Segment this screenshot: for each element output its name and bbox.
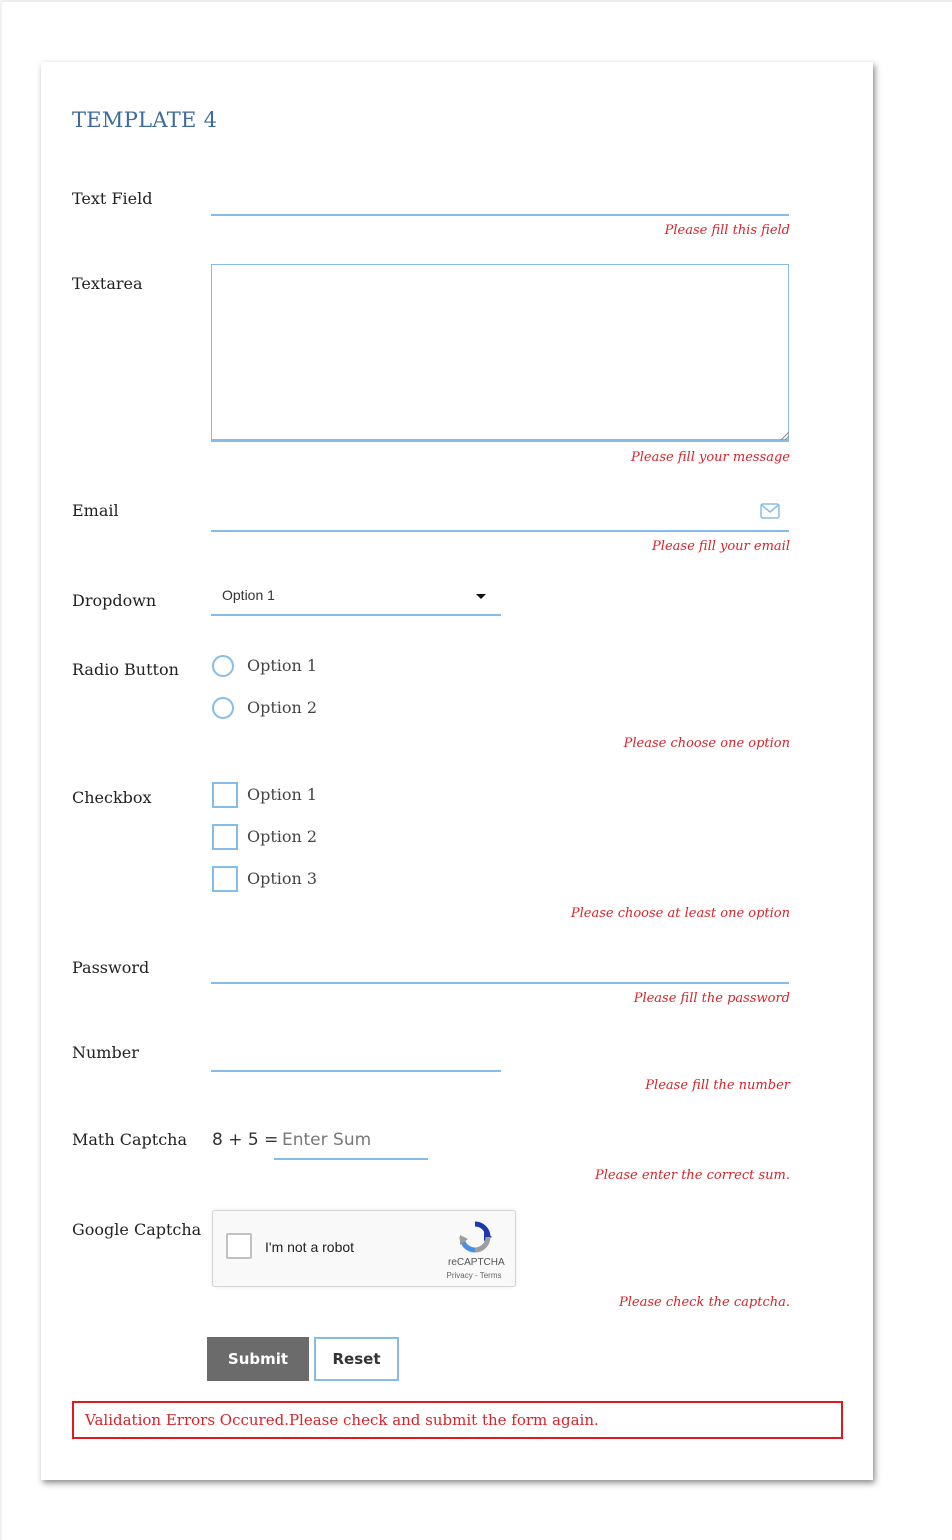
checkbox-option-2[interactable] (212, 824, 238, 850)
radio-error: Please choose one option (623, 736, 790, 751)
dropdown-label: Dropdown (72, 591, 157, 610)
checkbox-option-2-label[interactable]: Option 2 (247, 827, 318, 846)
text-field-label: Text Field (72, 189, 153, 208)
password-input[interactable] (211, 958, 789, 984)
math-captcha-label: Math Captcha (72, 1130, 187, 1149)
number-input[interactable] (211, 1046, 501, 1072)
textarea-error: Please fill your message (631, 450, 790, 465)
email-input[interactable] (211, 506, 789, 532)
math-captcha-expression: 8 + 5 = (212, 1130, 279, 1150)
checkbox-error: Please choose at least one option (570, 906, 790, 921)
recaptcha-privacy-terms[interactable]: Privacy - Terms (446, 1271, 502, 1280)
email-label: Email (72, 501, 119, 520)
form-title: TEMPLATE 4 (72, 108, 218, 132)
form-card (41, 62, 873, 1480)
number-label: Number (72, 1043, 139, 1062)
radio-option-2-label[interactable]: Option 2 (247, 698, 318, 717)
number-error: Please fill the number (645, 1078, 790, 1093)
password-error: Please fill the password (633, 991, 790, 1006)
radio-option-2[interactable] (212, 697, 234, 719)
radio-option-1-label[interactable]: Option 1 (247, 656, 318, 675)
envelope-icon (760, 503, 780, 519)
text-field-error: Please fill this field (664, 223, 790, 238)
reset-button[interactable]: Reset (314, 1337, 399, 1381)
math-captcha-placeholder[interactable]: Enter Sum (282, 1130, 372, 1150)
textarea-label: Textarea (72, 274, 143, 293)
math-captcha-error: Please enter the correct sum. (595, 1168, 790, 1183)
recaptcha-checkbox[interactable] (226, 1233, 252, 1259)
radio-option-1[interactable] (212, 655, 234, 677)
page-top-border (0, 0, 952, 2)
dropdown-selected-value: Option 1 (222, 587, 275, 603)
recaptcha-widget (212, 1210, 516, 1287)
recaptcha-logo-icon (457, 1221, 493, 1253)
page-left-border (0, 0, 2, 1540)
checkbox-option-3[interactable] (212, 866, 238, 892)
checkbox-option-3-label[interactable]: Option 3 (247, 869, 318, 888)
recaptcha-text: I'm not a robot (265, 1239, 355, 1255)
radio-label: Radio Button (72, 660, 179, 679)
password-label: Password (72, 958, 150, 977)
submit-button[interactable]: Submit (207, 1337, 309, 1381)
checkbox-option-1-label[interactable]: Option 1 (247, 785, 318, 804)
recaptcha-brand: reCAPTCHA (448, 1257, 505, 1268)
google-captcha-label: Google Captcha (72, 1220, 202, 1239)
textarea-input[interactable] (211, 264, 789, 442)
checkbox-label: Checkbox (72, 788, 152, 807)
validation-error-text: Validation Errors Occured.Please check and submit the form again. (85, 1411, 599, 1429)
google-captcha-error: Please check the captcha. (618, 1295, 790, 1310)
validation-error-banner (72, 1401, 843, 1439)
caret-down-icon[interactable] (476, 594, 486, 599)
checkbox-option-1[interactable] (212, 782, 238, 808)
text-field-input[interactable] (211, 190, 789, 216)
resize-handle-icon[interactable] (779, 430, 789, 440)
email-error: Please fill your email (652, 539, 790, 554)
